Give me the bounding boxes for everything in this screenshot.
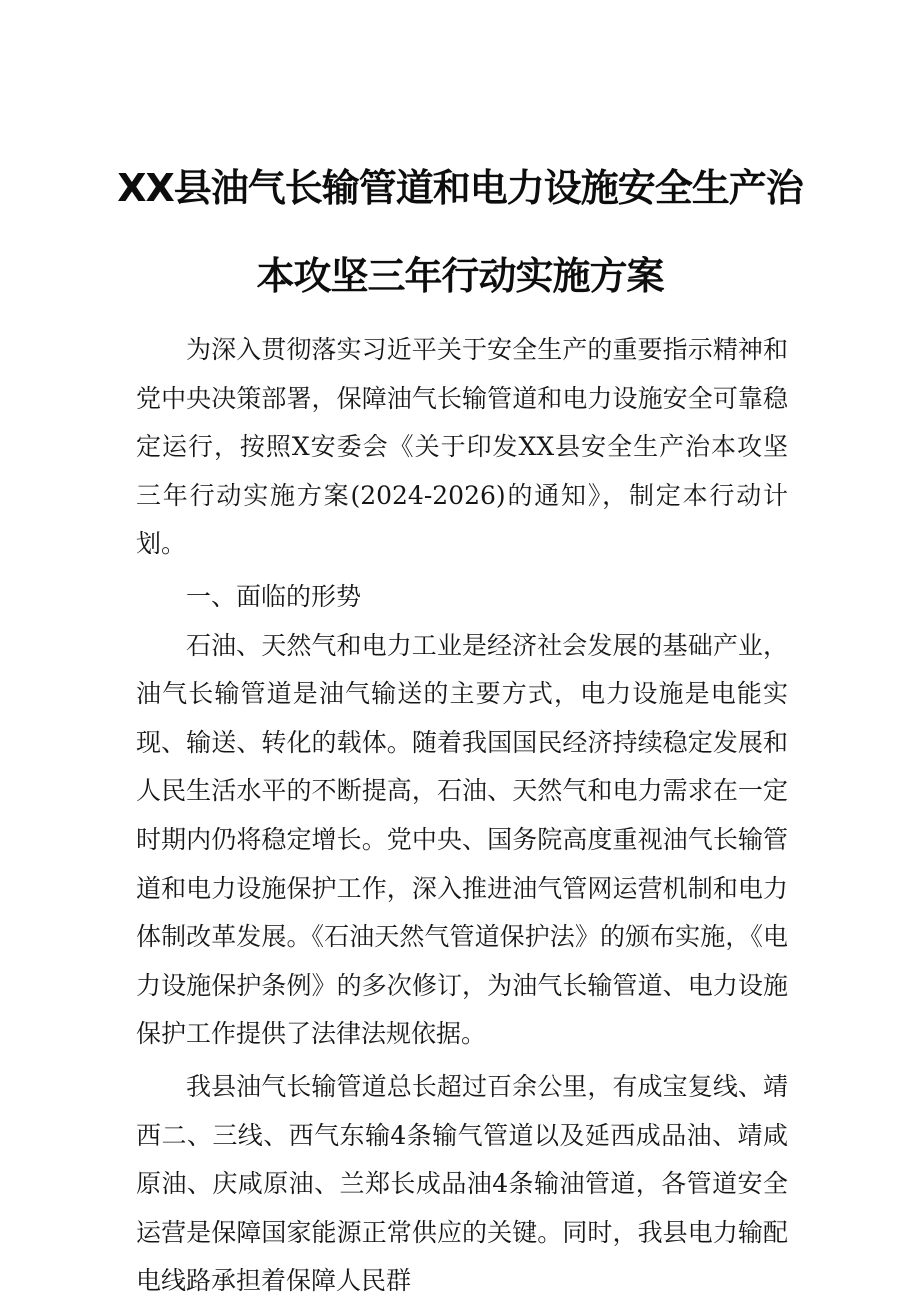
document-title-line-1: XX县油气长输管道和电力设施安全生产治 [117,166,803,210]
document-body [136,326,788,1306]
paragraph-county-pipelines: 我县油气长输管道总长超过百余公里，有成宝复线、靖西二、三线、西气东输4条输气管道以及延西成品油、靖咸原油、庆咸原油、兰郑长成品油4条输油管道，各管道安全运营是保障国家能源正常供应的关键。同时，我县电力输配电线路承担着保障人民群 [136,1071,788,1296]
paragraph-situation-overview: 石油、天然气和电力工业是经济社会发展的基础产业，油气长输管道是油气输送的主要方式，电力设施是电能实现、输送、转化的载体。随着我国国民经济持续稳定发展和人民生活水平的不断提高，石油、天然气和电力需求在一定时期内仍将稳定增长。党中央、国务院高度重视油气长输管道和电力设施保护工作，深入推进油气管网运营机制和电力体制改革发展。《石油天然气管道保护法》的颁布实施，《电力设施保护条例》的多次修订，为油气长输管道、电力设施保护工作提供了法律法规依据。 [136,630,788,1049]
section-heading-situation: 一、面临的形势 [186,581,362,611]
document-title-line-2: 本攻坚三年行动实施方案 [256,254,664,298]
paragraph-intro: 为深入贯彻落实习近平关于安全生产的重要指示精神和党中央决策部署，保障油气长输管道和电力设施安全可靠稳定运行，按照X安委会《关于印发XX县安全生产治本攻坚三年行动实施方案(2024-2026)的通知》，制定本行动计划。 [136,335,788,559]
